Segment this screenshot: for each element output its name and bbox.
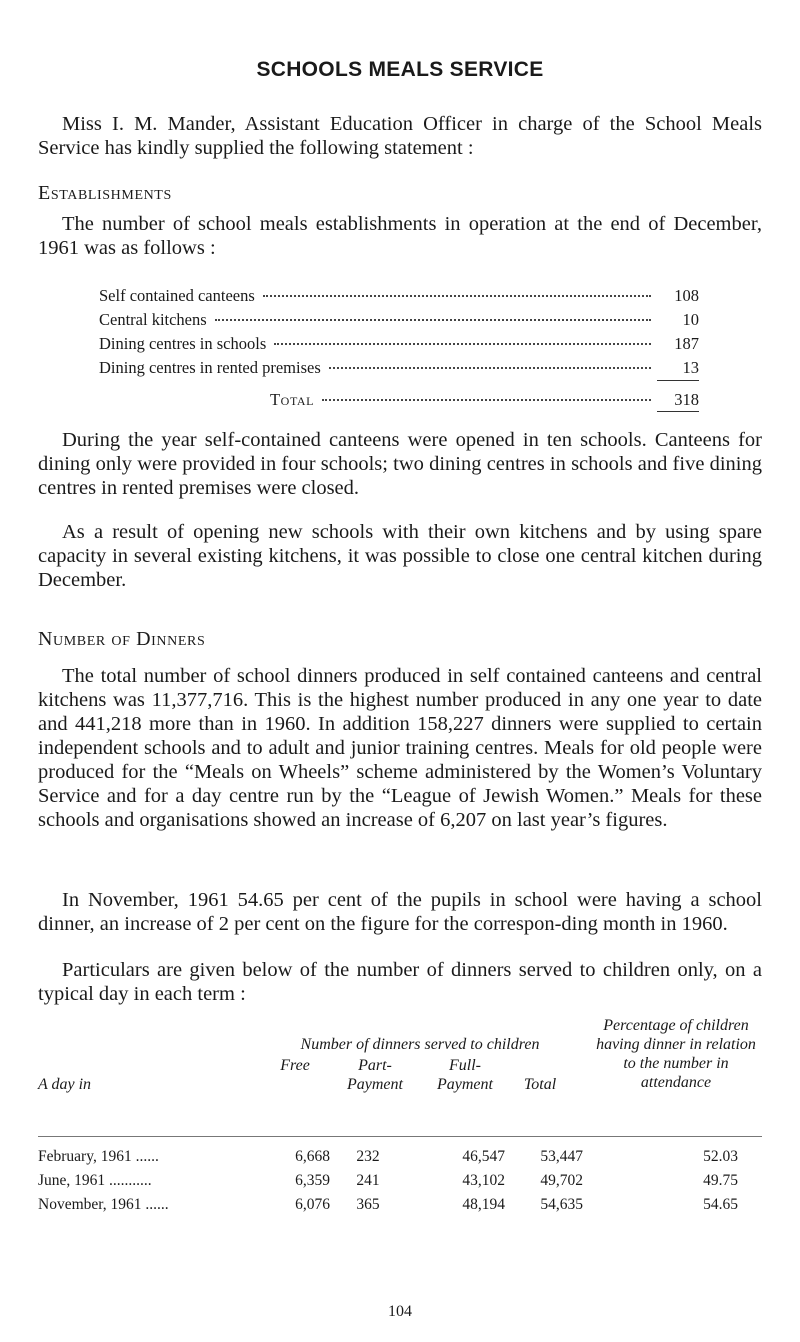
total-row (270, 390, 699, 410)
item-label: Central kitchens (99, 310, 207, 329)
total-rule-bottom (657, 411, 699, 412)
table-col-full-payment: Full- Payment (437, 1057, 493, 1093)
cell-free: 6,668 (295, 1148, 330, 1165)
cell-full: 46,547 (462, 1148, 505, 1165)
cell-percentage: 52.03 (703, 1148, 738, 1165)
table-percentage-header: Percentage of children having dinner in relation to the number in attendance (596, 1017, 756, 1091)
dinners-heading: Number of Dinners (38, 628, 206, 650)
dinners-paragraph-2: In November, 1961 54.65 per cent of the pupils in school were having a school dinner, an increase of 2 per cent on the figure for the correspon-ding month in 1960. (38, 889, 762, 935)
leader-dots (329, 367, 651, 369)
cell-free: 6,076 (295, 1196, 330, 1213)
total-rule-top (657, 380, 699, 381)
table-row (38, 1148, 762, 1172)
item-label: Self contained canteens (99, 286, 255, 305)
cell-part: 241 (356, 1172, 380, 1189)
page-number: 104 (388, 1303, 412, 1320)
establishments-intro: The number of school meals establishments in operation at the end of December, 1961 was as follows : (38, 213, 762, 259)
cell-total: 53,447 (540, 1148, 583, 1165)
leader-dots (322, 399, 651, 401)
cell-percentage: 54.65 (703, 1196, 738, 1213)
leader-dots (215, 319, 651, 321)
list-item (99, 286, 699, 310)
cell-part: 365 (356, 1196, 380, 1213)
cell-part: 232 (356, 1148, 380, 1165)
intro-paragraph: Miss I. M. Mander, Assistant Education Officer in charge of the School Meals Service has kindly supplied the following statement : (38, 113, 762, 159)
cell-day: November, 1961 ...... (38, 1196, 169, 1213)
table-col-day: A day in (38, 1076, 92, 1093)
table-row (38, 1196, 762, 1220)
item-value: 187 (674, 334, 699, 353)
establishments-heading: Establishments (38, 182, 172, 204)
leader-dots (263, 295, 651, 297)
dinners-paragraph-3: Particulars are given below of the number of dinners served to children only, on a typical day in each term : (38, 959, 762, 1005)
cell-full: 48,194 (462, 1196, 505, 1213)
item-value: 10 (682, 310, 699, 329)
table-col-total: Total (523, 1076, 557, 1093)
establishments-paragraph-1: During the year self-contained canteens were opened in ten schools. Canteens for dining only were provided in four schools; two dining centres in schools and five dining centres in rented premises were closed. (38, 429, 762, 499)
total-value: 318 (674, 390, 699, 409)
item-label: Dining centres in rented premises (99, 358, 321, 377)
cell-full: 43,102 (462, 1172, 505, 1189)
cell-percentage: 49.75 (703, 1172, 738, 1189)
item-value: 13 (682, 358, 699, 377)
item-value: 108 (674, 286, 699, 305)
cell-total: 49,702 (540, 1172, 583, 1189)
table-group-header: Number of dinners served to children (300, 1036, 540, 1053)
establishments-paragraph-2: As a result of opening new schools with their own kitchens and by using spare capacity in several existing kitchens, it was possible to close one central kitchen during December. (38, 521, 762, 591)
list-item (99, 358, 699, 382)
table-col-part-payment: Part- Payment (347, 1057, 403, 1093)
table-col-free: Free (280, 1057, 310, 1074)
item-label: Dining centres in schools (99, 334, 267, 353)
cell-free: 6,359 (295, 1172, 330, 1189)
leader-dots (274, 343, 651, 345)
total-label: Total (270, 390, 315, 409)
dinners-paragraph-1: The total number of school dinners produced in self contained canteens and central kitchens was 11,377,716. This is the highest number produced in any one year to date and 441,218 more than in 1960. In addition 158,227 dinners were supplied to certain independent schools and to adult and junior training centres. Meals for old people were produced for the “Meals on Wheels” scheme administered by the Women’s Voluntary Service and for a day centre run by the “League of Jewish Women.” Meals for these schools and organisations showed an increase of 6,207 on last year’s figures. (38, 665, 762, 831)
list-item (99, 310, 699, 334)
cell-day: June, 1961 ........... (38, 1172, 152, 1189)
cell-day: February, 1961 ...... (38, 1148, 159, 1165)
table-row (38, 1172, 762, 1196)
list-item (99, 334, 699, 358)
establishments-list (99, 286, 699, 382)
cell-total: 54,635 (540, 1196, 583, 1213)
table-header-rule (38, 1136, 762, 1137)
page-title: SCHOOLS MEALS SERVICE (256, 58, 544, 81)
